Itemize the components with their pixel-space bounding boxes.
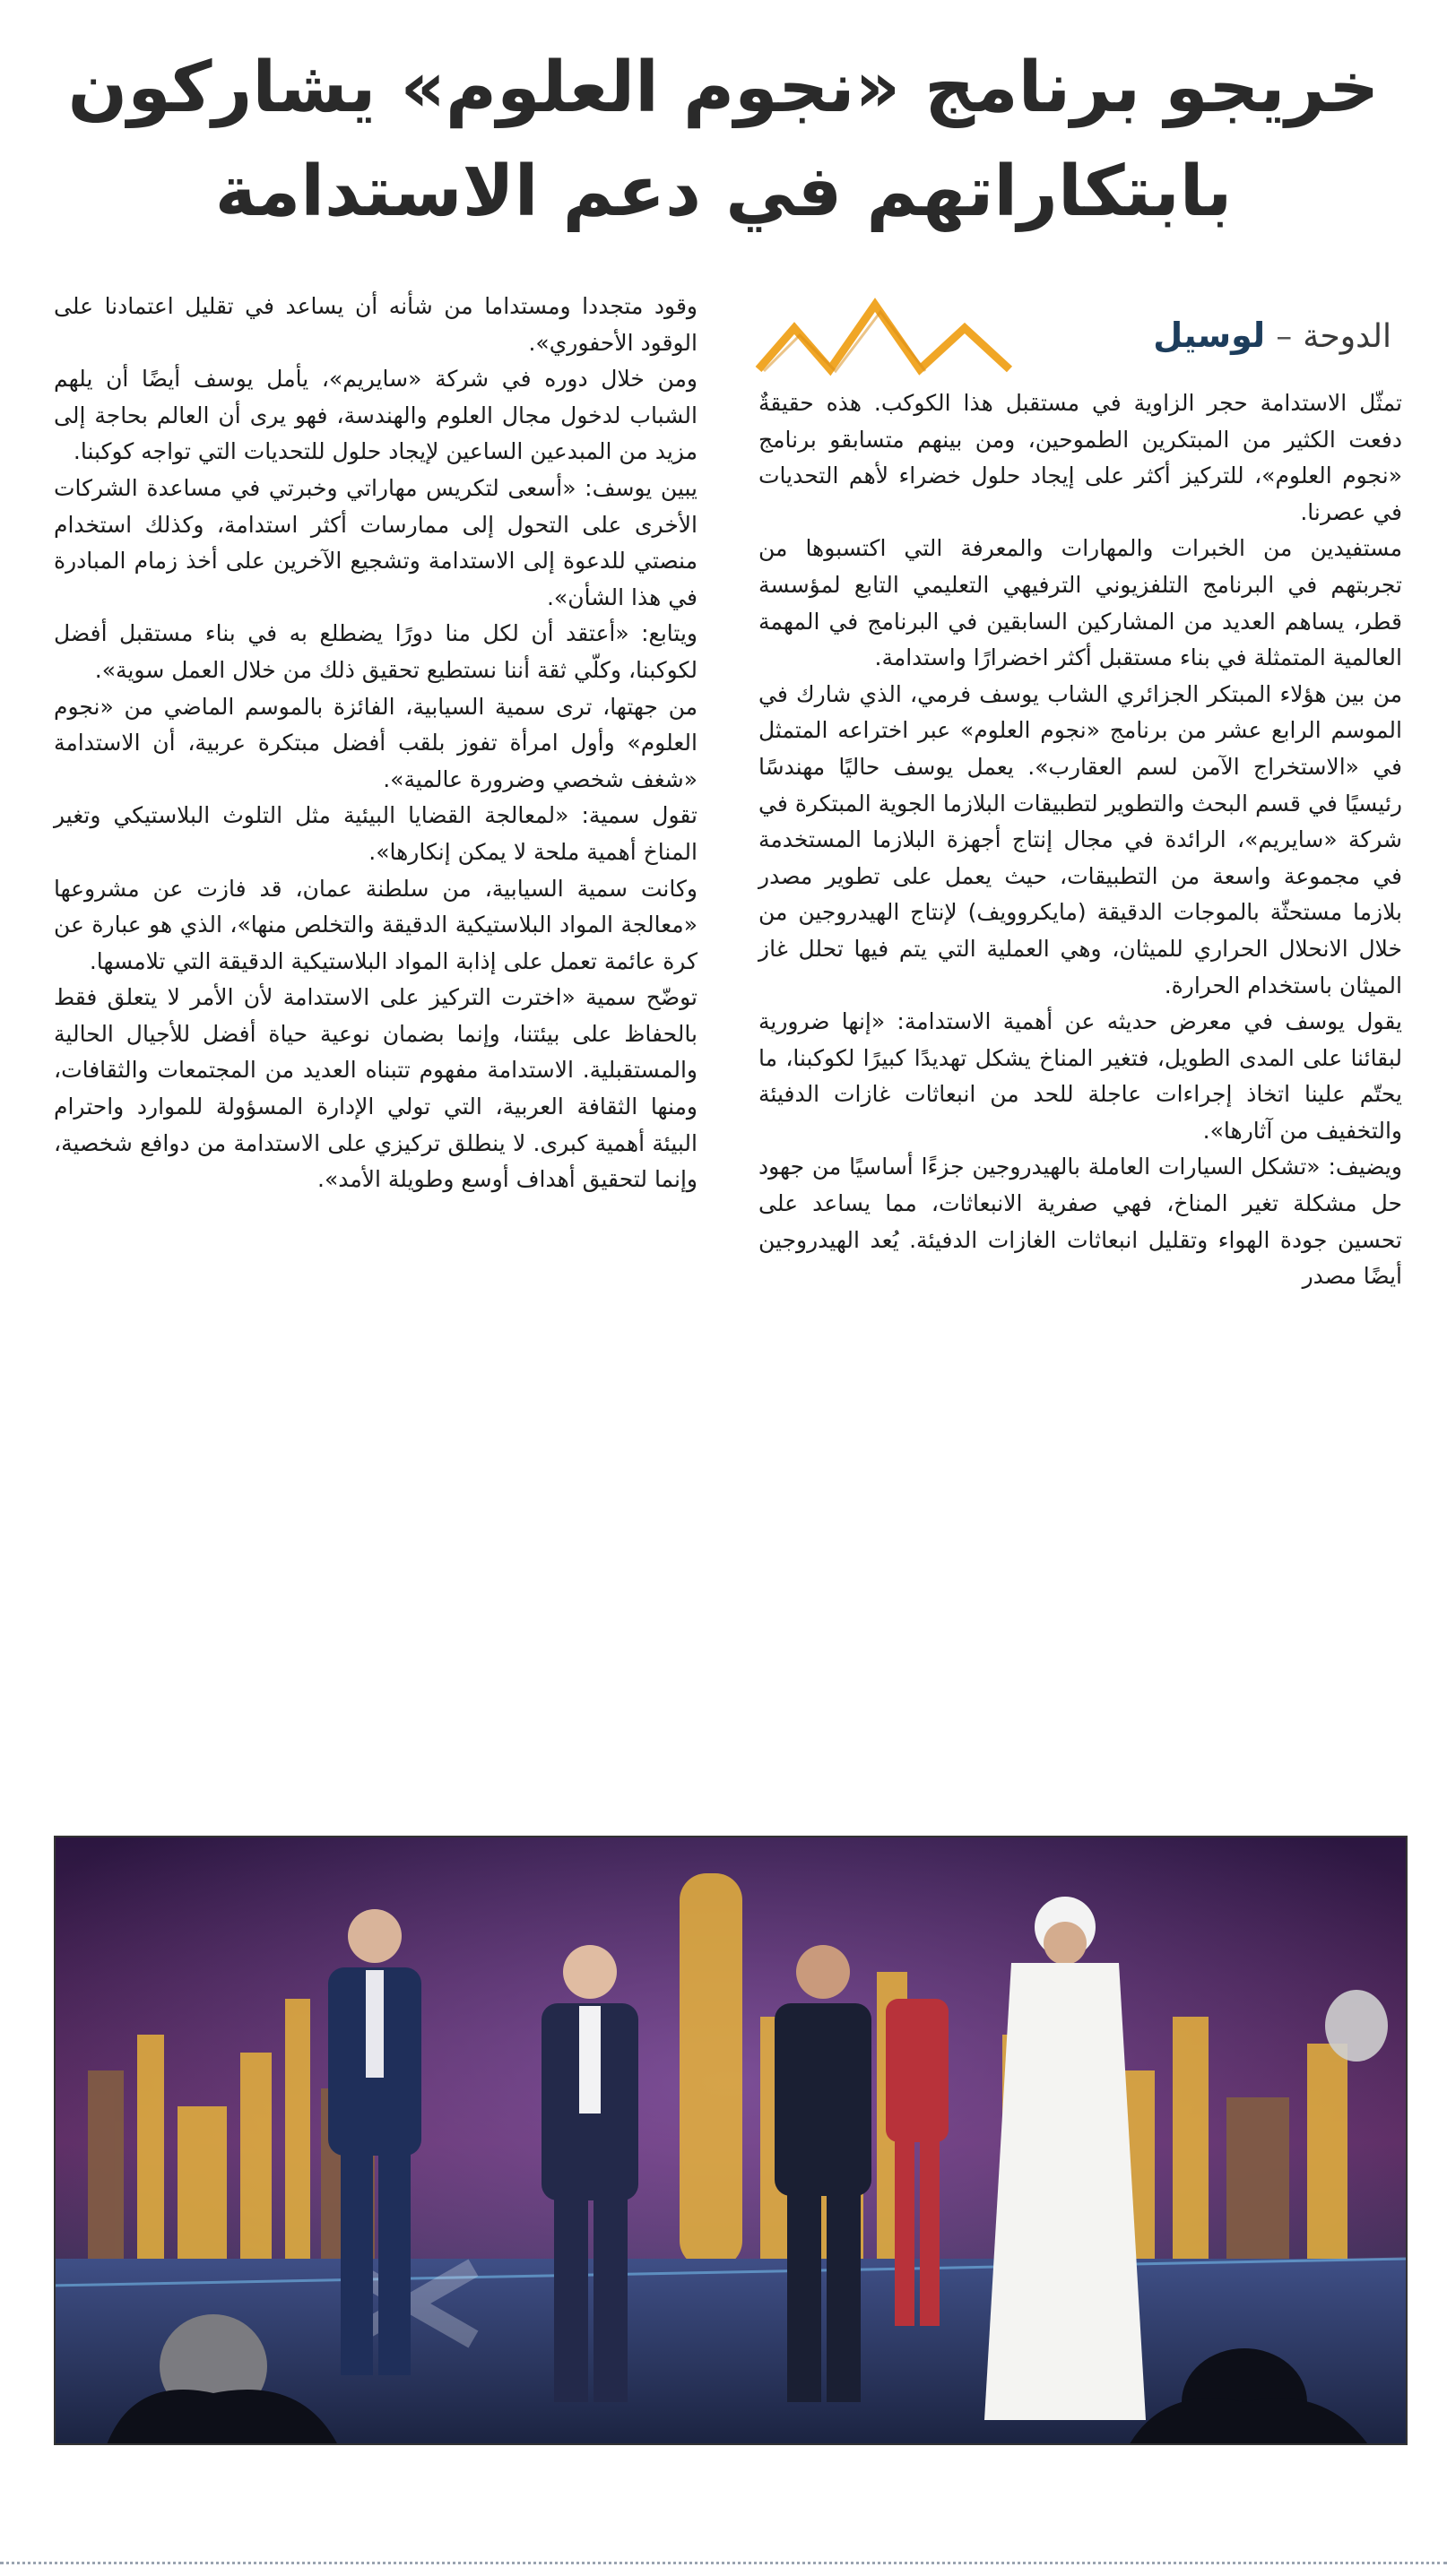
- paragraph: ويتابع: «أعتقد أن لكل منا دورًا يضطلع به في بناء مستقبل أفضل لكوكبنا، وكلّي ثقة أننا نستطيع تحقيق ذلك من خلال العمل سوية».: [54, 620, 698, 683]
- article-headline: [36, 36, 1411, 244]
- paragraph: مستفيدين من الخبرات والمهارات والمعرفة التي اكتسبوها من تجربتهم في البرنامج التلفزيوني الترفيهي التعليمي التابع لمؤسسة قطر، يساهم العديد من المشاركين السابقين في البرنامج في المهمة العالمية المتمثلة في بناء مستقبل أكثر اخضرارًا واستدامة.: [758, 535, 1402, 671]
- byline-separator: –: [1276, 318, 1293, 355]
- article-column-right: [758, 385, 1402, 1295]
- paragraph: وقود متجددا ومستداما من شأنه أن يساعد في تقليل اعتمادنا على الوقود الأحفوري».: [54, 293, 698, 356]
- paragraph: ويضيف: «تشكل السيارات العاملة بالهيدروجين جزءًا أساسيًا من جهود حل مشكلة تغير المناخ، فهي صفرية الانبعاثات، مما يساعد على تحسين جودة الهواء وتقليل انبعاثات الغازات الدفيئة. يُعد الهيدروجين أيضًا مصدر: [758, 1154, 1402, 1290]
- dateline: [1153, 316, 1391, 355]
- paragraph: من جهتها، ترى سمية السيابية، الفائزة بالموسم الماضي من «نجوم العلوم» وأول امرأة تفوز بلقب أفضل مبتكرة عربية، أن الاستدامة «شغف شخصي وضرورة عالمية».: [54, 693, 698, 792]
- paragraph: توضّح سمية «اخترت التركيز على الاستدامة لأن الأمر لا يتعلق فقط بالحفاظ على بيئتنا، وإنما بضمان نوعية حياة أفضل للأجيال الحالية والمستقبلية. الاستدامة مفهوم تتبناه العديد من المجتمعات والثقافات، ومنها الثقافة العربية، التي تولي الإدارة المسؤولة للموارد واحترام البيئة أهمية كبرى. لا ينطلق تركيزي على الاستدامة من دوافع شخصية، وإنما لتحقيق أهداف أوسع وطويلة الأمد».: [54, 984, 698, 1193]
- paragraph: تقول سمية: «لمعالجة القضايا البيئية مثل التلوث البلاستيكي وتغير المناخ أهمية ملحة لا يمكن إنكارها».: [54, 802, 698, 865]
- headline-line-2: بابتكاراتهم في دعم الاستدامة: [214, 151, 1233, 232]
- paragraph: من بين هؤلاء المبتكر الجزائري الشاب يوسف فرمي، الذي شارك في الموسم الرابع عشر من برنامج «نجوم العلوم» عبر اختراعه المتمثل في «الاستخراج الآمن لسم العقارب». يعمل يوسف حاليًا مهندسًا رئيسيًا في قسم البحث والتطوير لتطبيقات البلازما الجوية المبتكرة في شركة «سايريم»، الرائدة في مجال إنتاج أجهزة البلازما المستخدمة في مجموعة واسعة من التطبيقات، حيث يعمل على تطوير مصدر بلازما مستحثّة بالموجات الدقيقة (مايكروويف) لإنتاج الهيدروجين من خلال الانحلال الحراري للميثان، وهي العملية التي يتم فيها تحلل غاز الميثان باستخدام الحرارة.: [758, 680, 1402, 998]
- paragraph: ومن خلال دوره في شركة «سايريم»، يأمل يوسف أيضًا أن يلهم الشباب لدخول مجال العلوم والهندسة، فهو يرى أن العالم بحاجة إلى مزيد من المبدعين الساعين لإيجاد حلول للتحديات التي تواجه كوكبنا.: [54, 366, 698, 465]
- paragraph: يبين يوسف: «أسعى لتكريس مهاراتي وخبرتي في مساعدة الشركات الأخرى على التحول إلى ممارسات أكثر استدامة، وكذلك استخدام منصتي للدعوة إلى الاستدامة وتشجيع الآخرين على أخذ زمام المبادرة في هذا الشأن».: [54, 474, 698, 610]
- location-label: الدوحة: [1303, 318, 1391, 355]
- page-divider: [0, 2562, 1447, 2564]
- paragraph: يقول يوسف في معرض حديثه عن أهمية الاستدامة: «إنها ضرورية لبقائنا على المدى الطويل، فتغير المناخ يشكل تهديدًا كبيرًا لكوكبنا، ما يحتّم علينا اتخاذ إجراءات عاجلة للحد من انبعاثات غازات الدفيئة والتخفيف من آثارها».: [758, 1008, 1402, 1144]
- paragraph: تمثّل الاستدامة حجر الزاوية في مستقبل هذا الكوكب. هذه حقيقةٌ دفعت الكثير من المبتكرين الطموحين، ومن بينهم متسابقو برنامج «نجوم العلوم»، للتركيز أكثر على إيجاد حلول خضراء لأهم التحديات في عصرنا.: [758, 390, 1402, 525]
- article-column-left: [54, 289, 698, 1198]
- source-brand: لوسيل: [1153, 316, 1266, 355]
- paragraph: وكانت سمية السيابية، من سلطنة عمان، قد فازت عن مشروعها «معالجة المواد البلاستيكية الدقيقة والتخلص منها»، الذي هو عبارة عن كرة عائمة تعمل على إذابة المواد البلاستيكية الدقيقة التي تلامسها.: [54, 875, 698, 974]
- stage-photo-illustration: [54, 1837, 1406, 2445]
- byline: [755, 296, 1400, 376]
- headline-line-1: خريجو برنامج «نجوم العلوم» يشاركون: [67, 48, 1380, 128]
- article-photo: [54, 1836, 1408, 2445]
